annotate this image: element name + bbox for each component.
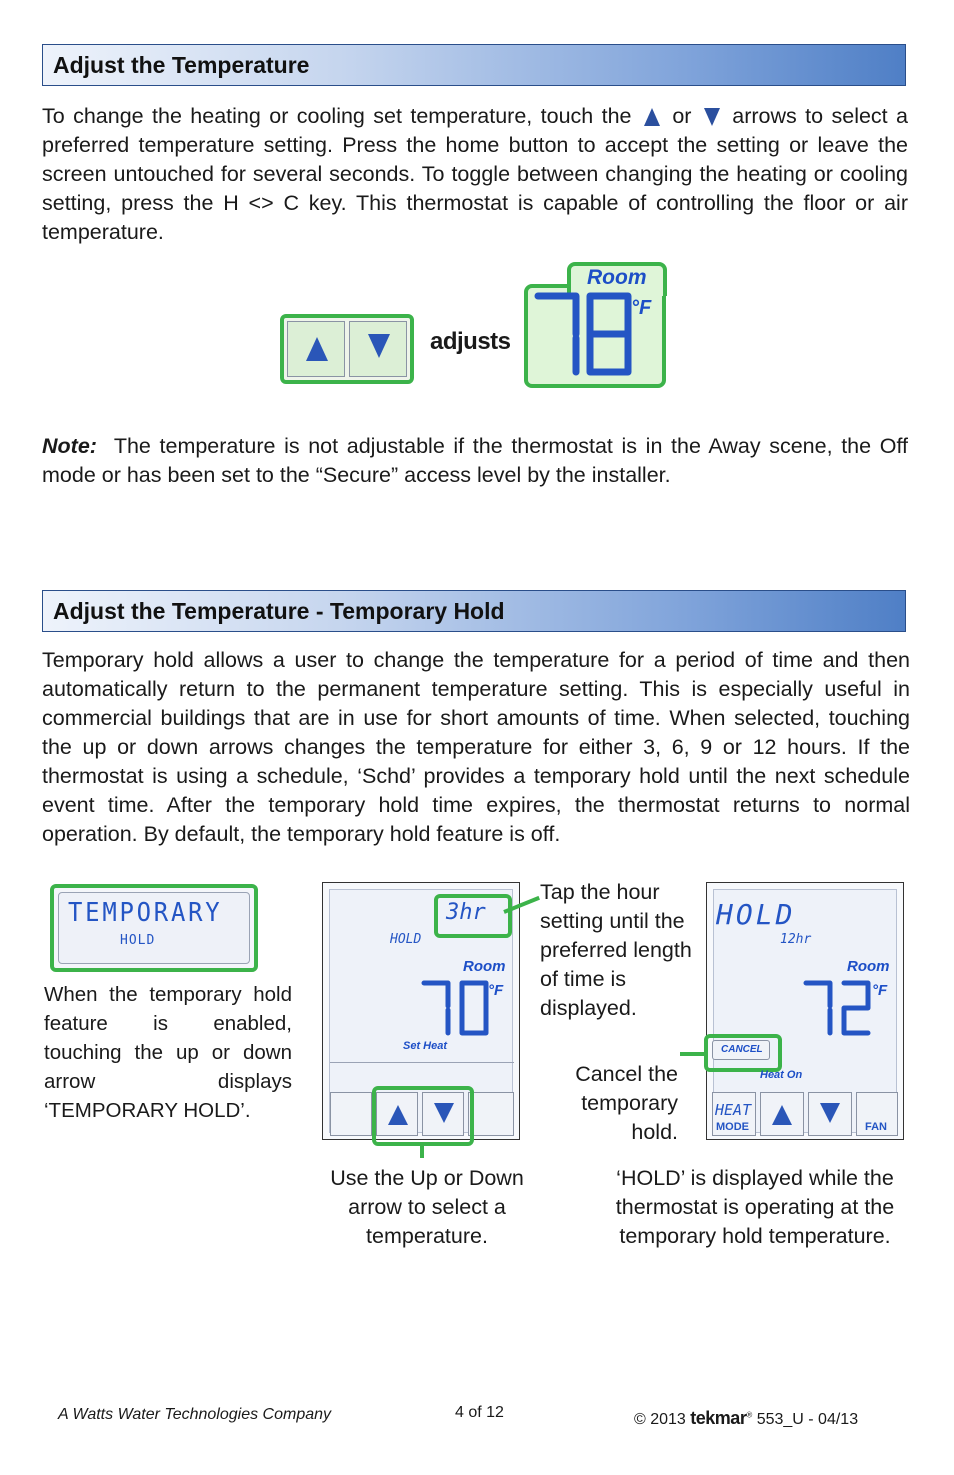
registered-mark: ® — [746, 1410, 753, 1420]
divider — [330, 1062, 514, 1063]
up-arrow-icon — [306, 337, 328, 361]
doc-number: 553_U - 04/13 — [756, 1411, 859, 1428]
fig3-caption: ‘HOLD’ is displayed while the thermostat is operating at the temporary hold temperature. — [615, 1166, 895, 1248]
intro-paragraph — [42, 102, 908, 247]
section-header-adjust-temperature — [42, 44, 906, 86]
section-title: Adjust the Temperature - Temporary Hold — [53, 598, 505, 624]
fig3-callout: Cancel the temporary hold. — [575, 1062, 678, 1144]
hour-readout: 3hr — [446, 900, 486, 925]
lcd-temporary-text: TEMPORARY — [68, 898, 223, 928]
arrow-buttons-highlight — [372, 1086, 474, 1146]
note-label: Note: — [42, 434, 97, 458]
fig1-caption: When the temporary hold feature is enabled, touching the up or down arrow displays ‘TEMPORARY HOLD’. — [44, 983, 292, 1122]
heat-on-label: Heat On — [760, 1069, 803, 1081]
fig2-callout: Tap the hour setting until the preferred length of time is displayed. — [540, 880, 692, 1020]
fig2-caption: Use the Up or Down arrow to select a temperature. — [330, 1166, 524, 1248]
note-text: The temperature is not adjustable if the thermostat is in the Away scene, the Off mode or has been set to the “Secure” access level by the installer. — [42, 434, 908, 487]
page-number: 4 of 12 — [455, 1404, 504, 1421]
hour-readout: 12hr — [780, 932, 812, 947]
blank-button-left[interactable] — [330, 1092, 372, 1136]
up-arrow-icon — [772, 1105, 792, 1125]
down-button[interactable] — [808, 1092, 852, 1136]
cancel-label: CANCEL — [721, 1044, 763, 1055]
up-arrow-icon — [644, 108, 660, 126]
down-button[interactable] — [349, 321, 407, 377]
room-label: Room — [463, 958, 506, 975]
callout-line — [420, 1142, 424, 1158]
room-label: Room — [587, 266, 647, 289]
intro-text-b: arrows to select a preferred temperature setting. Press the home button to accept the setting or leave the screen untouched for several seconds. To toggle between changing the heating or cooling setting, press the H <> C key. This thermostat is capable of controlling the floor or air temperature. — [42, 104, 909, 244]
lcd-hold-text: HOLD — [120, 933, 156, 948]
intro-text-a: To change the heating or cooling set temperature, touch the — [42, 104, 632, 128]
mode-label: MODE — [716, 1121, 749, 1133]
set-heat-label: Set Heat — [403, 1040, 448, 1052]
room-label: Room — [847, 958, 890, 975]
up-button[interactable] — [760, 1092, 804, 1136]
unit-label: °F — [488, 982, 504, 999]
fan-label: FAN — [865, 1121, 887, 1133]
unit-label: °F — [872, 982, 888, 999]
cancel-highlight — [704, 1034, 782, 1072]
section-header-temporary-hold — [42, 590, 906, 632]
blank-button-right[interactable] — [468, 1092, 514, 1136]
intro-text-or: or — [672, 104, 692, 128]
down-arrow-icon — [820, 1103, 840, 1123]
fan-button[interactable] — [856, 1092, 898, 1136]
down-arrow-icon — [704, 108, 720, 126]
unit-label: °F — [631, 297, 652, 319]
temporary-hold-paragraph: Temporary hold allows a user to change the temperature for a period of time and then automatically return to the permanent temperature setting. This is especially useful in commercial buildings that are in use for short amounts of time. When selected, touching the up or down arrows changes the temperature for either 3, 6, 9 or 12 hours. If the thermostat is using a schedule, ‘Schd’ provides a temporary hold until the next schedule event time. After the temporary hold time expires, the thermostat returns to normal operation. By default, the temporary hold feature is off. — [42, 648, 910, 846]
mode-heat-label: HEAT — [715, 1101, 752, 1119]
section-title: Adjust the Temperature — [53, 52, 310, 78]
arrow-buttons-figure — [280, 314, 414, 384]
hour-button-highlight[interactable] — [434, 894, 512, 938]
hold-indicator: HOLD — [390, 932, 422, 947]
up-button[interactable] — [287, 321, 345, 377]
footer-company: A Watts Water Technologies Company — [58, 1406, 332, 1423]
footer-doc-info — [634, 1408, 858, 1429]
adjusts-label: adjusts — [430, 328, 511, 355]
hold-indicator: HOLD — [716, 898, 796, 931]
callout-line — [680, 1052, 704, 1056]
note-paragraph — [42, 432, 908, 490]
mode-button[interactable] — [712, 1092, 756, 1136]
down-arrow-icon — [368, 334, 390, 358]
copyright: © 2013 — [634, 1411, 686, 1428]
brand-logo: tekmar — [690, 1408, 747, 1428]
temporary-hold-display — [50, 884, 258, 972]
